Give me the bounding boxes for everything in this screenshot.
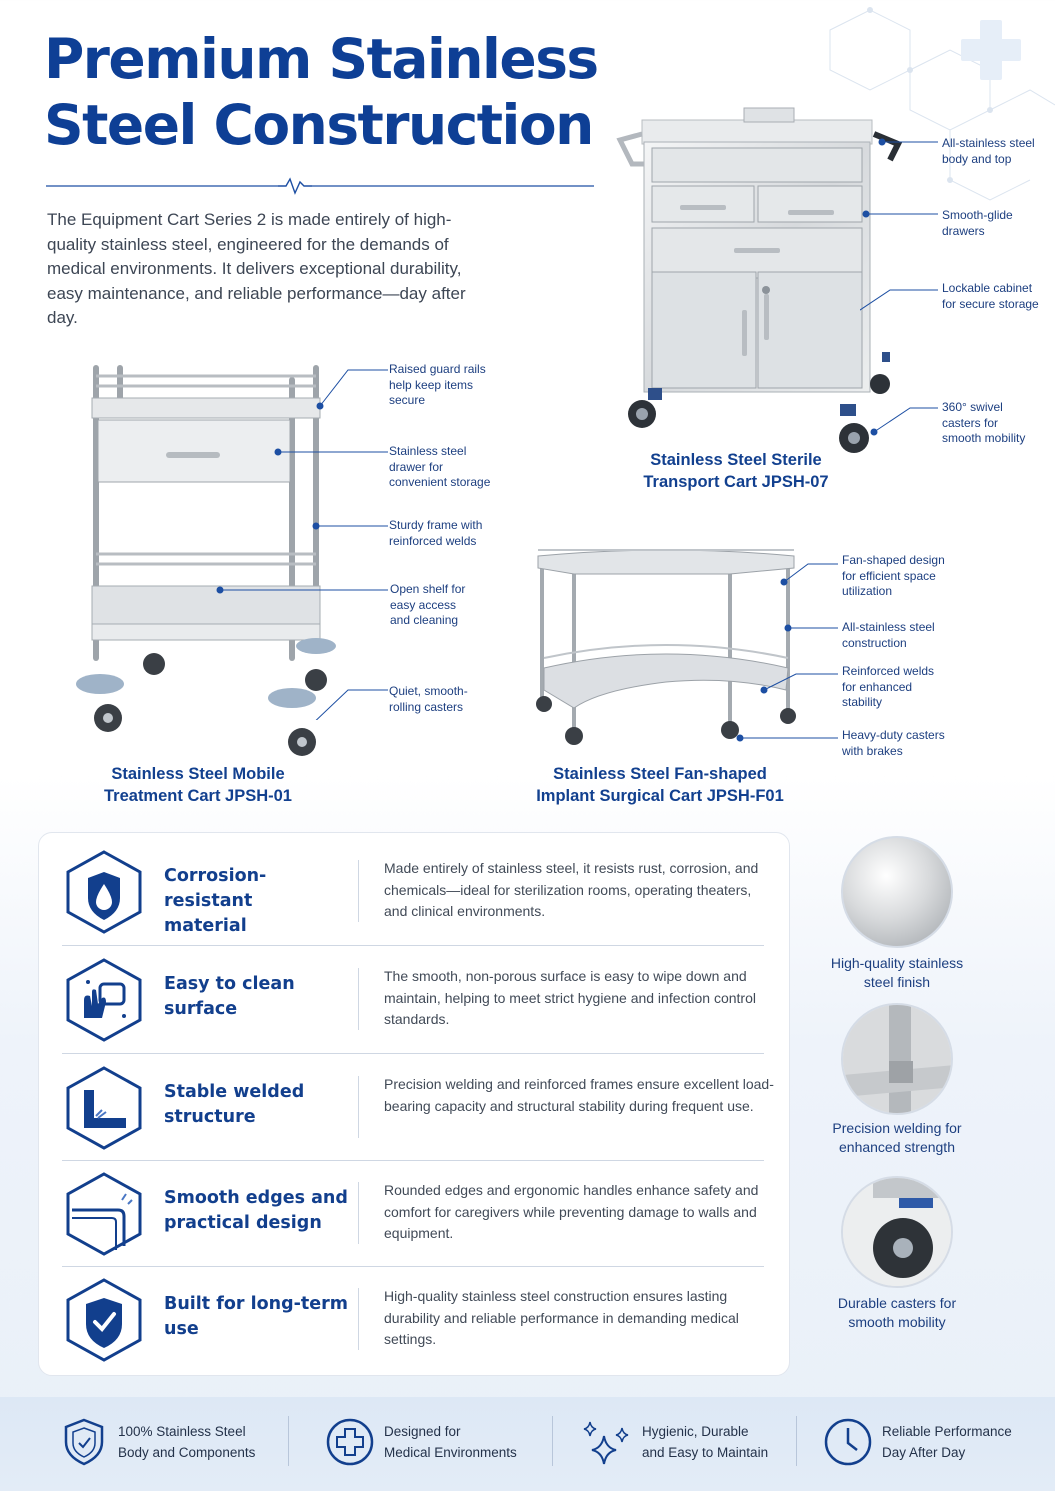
treatment-cart-caption [66,763,330,807]
water-drop-shield-icon [62,848,146,936]
caption-line: Stainless Steel Mobile [111,765,285,783]
caster-illustration [843,1178,953,1288]
callout-line: Quiet, smooth- [389,684,468,698]
transport-callout-drawers [942,208,1052,239]
feature-title-line: structure [164,1107,256,1127]
callout-line: reinforced welds [389,533,477,548]
feature-title-line: material [164,916,247,936]
benefit-line: Medical Environments [384,1444,517,1460]
feature-title [164,972,354,1022]
medical-cross-decoration-icon [961,20,1021,80]
heartbeat-divider [46,176,594,196]
callout-line: for enhanced [842,679,913,694]
callout-line: with brakes [842,743,903,758]
transport-callout-lines [860,130,950,450]
feature-title-line: Built for long-term [164,1294,348,1314]
callout-line: drawers [942,223,985,238]
callout-line: utilization [842,584,893,598]
clock-icon [822,1416,874,1468]
caster-detail-image [841,1176,953,1288]
callout-line: Heavy-duty casters [842,728,945,742]
benefit-stainless [58,1408,288,1480]
feature-description: Precision welding and reinforced frames ensure excellent load-bearing capacity and structural stability during frequent use. [384,1076,774,1114]
callout-line: Fan-shaped design [842,553,945,567]
callout-line: drawer for [389,459,444,474]
fan-cart-caption [512,763,808,807]
benefit-line: Day After Day [882,1444,966,1460]
callout-line: and cleaning [390,613,459,627]
page-title: Premium Stainless Steel Construction [44,27,598,157]
benefit-text [642,1422,822,1463]
feature-divider [358,860,359,922]
benefit-text [384,1422,564,1463]
callout-line: convenient storage [389,475,491,489]
callout-line: 360° swivel [942,400,1003,414]
detail-caption-steel [817,954,977,991]
band-separator [288,1416,289,1466]
feature-description: High-quality stainless steel construction ensures lasting durability and reliable performance in demanding medical settings. [384,1288,739,1347]
callout-line: All-stainless steel [842,620,935,634]
benefit-text [882,1422,1055,1463]
feature-title [164,1186,354,1236]
treatment-callout-lines [212,360,392,720]
treatment-callout-guard-rails [389,362,519,409]
callout-line: Smooth-glide [942,208,1013,222]
callout-line: Raised guard rails [389,362,486,376]
detail-caption-welding [817,1119,977,1156]
feature-row-easy-clean [62,946,764,1054]
treatment-callout-casters [389,684,519,715]
transport-callout-body-top [942,136,1052,167]
callout-line: help keep items [389,377,474,392]
transport-callout-cabinet [942,281,1052,312]
fan-callout-lines [720,556,840,746]
callout-line: Reinforced welds [842,664,935,678]
benefit-line: Designed for [384,1424,461,1439]
callout-line: Lockable cabinet [942,281,1033,295]
feature-divider [358,1288,359,1350]
benefit-line: Reliable Performance [882,1424,1012,1439]
caption-line: Stainless Steel Sterile [650,451,822,469]
benefit-line: Body and Components [118,1444,256,1460]
fan-callout-design [842,553,972,600]
feature-title-line: Corrosion-resistant [164,866,267,911]
caption-line: Durable casters for [837,1295,957,1311]
callout-line: Sturdy frame with [389,518,483,532]
weld-joint-icon [62,1064,146,1152]
feature-title-line: Easy to clean [164,974,295,994]
fan-callout-casters [842,728,972,759]
caption-line: Stainless Steel Fan-shaped [553,765,767,783]
feature-title [164,1080,354,1130]
callout-line: for secure storage [942,296,1039,311]
sterile-transport-cart-image [612,104,902,460]
callout-line: Open shelf for [390,582,466,596]
caption-line: enhanced strength [839,1138,955,1155]
feature-title-line: use [164,1319,199,1339]
transport-cart-caption [606,449,866,493]
benefit-hygienic [582,1408,812,1480]
caption-line: Implant Surgical Cart JPSH-F01 [536,787,784,805]
welding-detail-image [841,1003,953,1115]
feature-divider [358,968,359,1030]
feature-title [164,1292,354,1342]
treatment-callout-open-shelf [390,582,520,629]
callout-line: secure [389,393,426,407]
weld-corner-illustration [843,1005,953,1115]
feature-description: Rounded edges and ergonomic handles enhance safety and comfort for caregivers while preventing damage to walls and equipment. [384,1182,759,1241]
band-separator [796,1416,797,1466]
rounded-corner-icon [62,1170,146,1258]
medical-cross-icon [324,1416,376,1468]
feature-title-line: practical design [164,1213,322,1233]
caption-line: steel finish [863,973,931,990]
caption-line: Precision welding for [832,1120,962,1136]
band-separator [552,1416,553,1466]
feature-divider [358,1076,359,1138]
callout-line: body and top [942,151,1012,166]
feature-row-smooth-edges [62,1160,764,1268]
benefit-line: and Easy to Maintain [642,1444,769,1460]
callout-line: Stainless steel [389,444,467,458]
callout-line: easy access [390,597,457,612]
feature-row-corrosion [62,838,764,946]
callout-line: rolling casters [389,699,464,714]
caption-line: smooth mobility [848,1313,946,1330]
feature-title-line: Smooth edges and [164,1188,348,1208]
fan-callout-construction [842,620,972,651]
feature-description: The smooth, non-porous surface is easy to wipe down and maintain, helping to meet strict hygiene and infection control standards. [384,968,756,1027]
caption-line: High-quality stainless [830,955,964,971]
steel-finish-detail-image [841,836,953,948]
benefit-line: 100% Stainless Steel [118,1424,246,1439]
benefit-medical [324,1408,554,1480]
fan-callout-welds [842,664,972,711]
wiping-hand-icon [62,956,146,1044]
feature-title-line: Stable welded [164,1082,305,1102]
feature-divider [358,1182,359,1244]
callout-line: stability [842,695,883,709]
callout-line: All-stainless steel [942,136,1035,150]
sparkles-icon [582,1416,634,1468]
transport-callout-casters [942,400,1052,447]
callout-line: smooth mobility [942,431,1026,445]
feature-title [164,864,354,939]
callout-line: casters for [942,415,999,430]
treatment-callout-frame [389,518,519,549]
caption-line: Transport Cart JPSH-07 [643,473,829,491]
feature-title-line: surface [164,999,238,1019]
benefit-reliable [822,1408,1042,1480]
treatment-callout-drawer [389,444,519,491]
callout-line: for efficient space [842,568,936,583]
benefit-text [118,1422,298,1463]
detail-caption-casters [817,1294,977,1331]
check-shield-icon [62,1276,146,1364]
intro-paragraph: The Equipment Cart Series 2 is made entirely of high-quality stainless steel, engineered for the demands of medical environments. It delivers exceptional durability, easy maintenance, and reliable performance—day after day. [47,210,466,327]
shield-icon [58,1416,110,1468]
feature-row-long-term [62,1266,764,1374]
callout-line: construction [842,635,907,650]
caption-line: Treatment Cart JPSH-01 [104,787,292,805]
feature-row-welded [62,1054,774,1162]
feature-description: Made entirely of stainless steel, it resists rust, corrosion, and chemicals—ideal for sterilization rooms, operating theaters, and clinical environments. [384,860,759,919]
benefit-line: Hygienic, Durable [642,1424,749,1439]
